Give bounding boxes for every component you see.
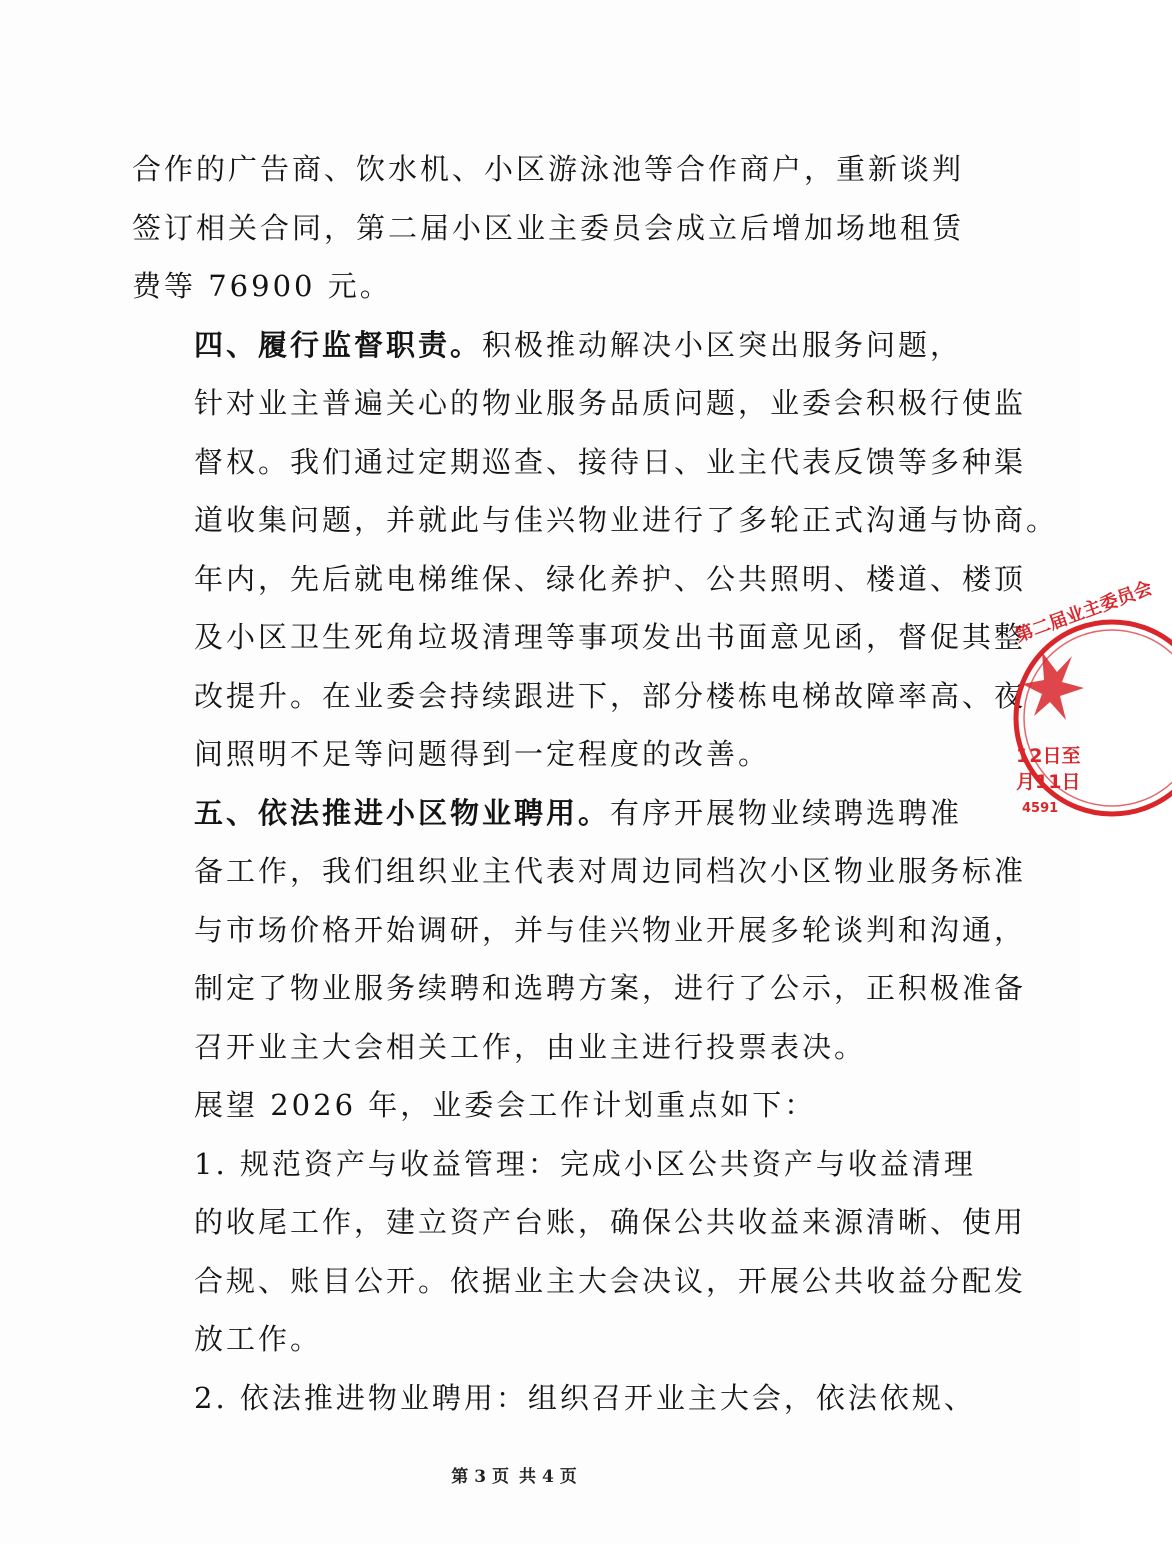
section-heading: 五、依法推进小区物业聘用。: [194, 795, 611, 830]
text-line: 2. 依法推进物业聘用：组织召开业主大会，依法依规、: [194, 1380, 976, 1415]
seal-text-code: 4591: [1022, 801, 1059, 816]
text-line: 五、依法推进小区物业聘用。有序开展物业续聘选聘准: [194, 795, 963, 830]
paragraph-outlook-2026: [132, 1076, 902, 1135]
text-line: 合规、账目公开。依据业主大会决议，开展公共收益分配发: [194, 1263, 1027, 1298]
text-line: 的收尾工作，建立资产台账，确保公共收益来源清晰、使用: [194, 1205, 1027, 1239]
footer-current-page: 3: [474, 1467, 489, 1487]
text-line: 备工作，我们组织业主代表对周边同档次小区物业服务标准: [194, 854, 1027, 888]
text-line: 改提升。在业委会持续跟进下，部分楼栋电梯故障率高、夜: [194, 678, 1027, 713]
paragraph-plan-item-1: [132, 1135, 1027, 1369]
footer-label-of: 页 共: [492, 1467, 538, 1487]
text-line: 年内，先后就电梯维保、绿化养护、公共照明、楼道、楼顶: [194, 561, 1027, 596]
text-line: 针对业主普遍关心的物业服务品质问题，业委会积极行使监: [194, 386, 1027, 420]
seal-text-date1: 12日至: [1016, 745, 1081, 767]
text-line: 四、履行监督职责。积极推动解决小区突出服务问题，: [194, 327, 963, 362]
seal-text-date2: 月11日: [1016, 771, 1081, 793]
text-line: 道收集问题，并就此与佳兴物业进行了多轮正式沟通与协商。: [194, 503, 1059, 537]
seal-graphic: [1012, 577, 1172, 824]
seal-text-top: 第二届业主委员会: [1012, 577, 1156, 647]
text-line: 及小区卫生死角垃圾清理等事项发出书面意见函，督促其整: [194, 620, 1027, 654]
text-line: 展望 2026 年，业委会工作计划重点如下：: [194, 1088, 817, 1122]
paragraph-plan-item-2: [132, 1369, 976, 1428]
official-seal-stamp: [1012, 577, 1156, 824]
paragraph-lease-income: [132, 140, 965, 316]
text-line: 1. 规范资产与收益管理：完成小区公共资产与收益清理: [194, 1146, 976, 1181]
footer-label-end: 页: [559, 1467, 579, 1487]
section-heading: 四、履行监督职责。: [194, 327, 483, 362]
text-line: 费等 76900 元。: [132, 269, 392, 303]
text-line: 签订相关合同，第二届小区业主委员会成立后增加场地租赁: [132, 210, 965, 245]
footer-label-page: 第: [451, 1467, 471, 1487]
text-line: 间照明不足等问题得到一定程度的改善。: [194, 737, 771, 771]
paragraph-section-5-property-hiring: [132, 784, 1027, 1077]
text-line: 合作的广告商、饮水机、小区游泳池等合作商户，重新谈判: [132, 152, 965, 186]
footer-total-pages: 4: [541, 1467, 556, 1487]
text-line: 督权。我们通过定期巡查、接待日、业主代表反馈等多种渠: [194, 444, 1027, 479]
text-line: 召开业主大会相关工作，由业主进行投票表决。: [194, 1029, 867, 1064]
text-line: 与市场价格开始调研，并与佳兴物业开展多轮谈判和沟通，: [194, 912, 1027, 947]
text-line: 制定了物业服务续聘和选聘方案，进行了公示，正积极准备: [194, 971, 1027, 1005]
page-footer: [0, 1462, 1030, 1487]
text-line: 放工作。: [194, 1322, 323, 1356]
